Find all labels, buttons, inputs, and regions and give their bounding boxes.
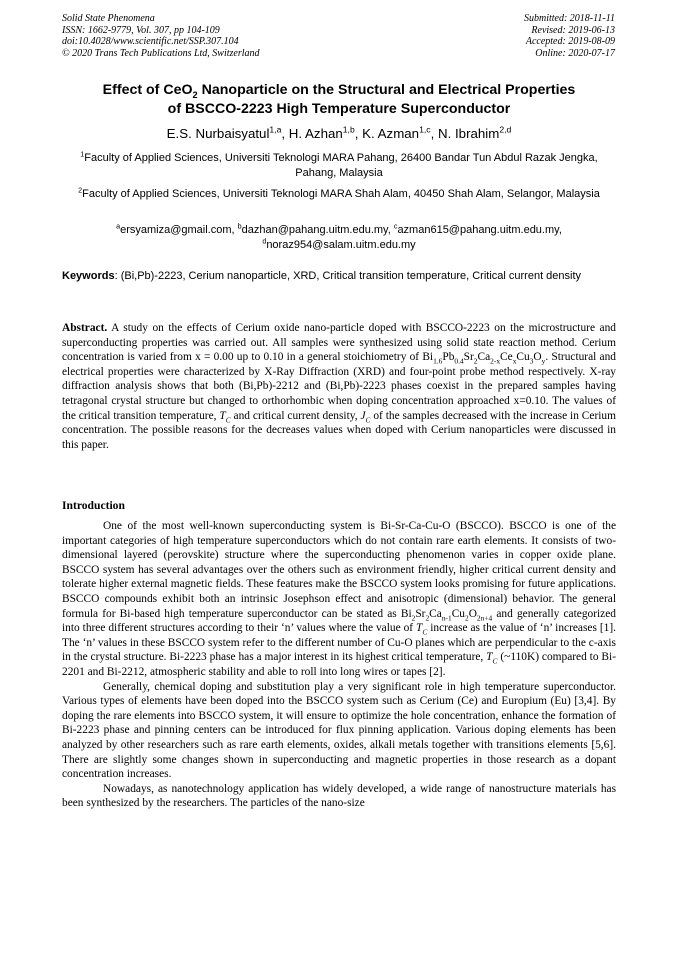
submission-dates — [524, 13, 615, 59]
symbol-jc: J — [360, 409, 366, 422]
formula-part: O — [468, 607, 477, 620]
email-item — [116, 224, 238, 236]
formula-subscript: 2-x — [490, 356, 501, 366]
paragraph-1 — [62, 519, 616, 680]
keywords-text: : (Bi,Pb)-2223, Cerium nanoparticle, XRD, Critical transition temperature, Critical current density — [114, 270, 582, 282]
formula-subscript: y — [541, 356, 546, 366]
paragraph-text: One of the most well-known superconducting system is Bi-Sr-Ca-Cu-O (BSCCO). BSCCO is one of the important categories of high temperature superconductors which do not contain rare earth elements. It consists of two-dimensional layered (perovskite) structure where the superconducting phenomenon varies in copper oxide plane. BSCCO system has several advantages over the others such as environment friendly, higher critical current density and tolerate higher external magnetic fields. These features make the BSCCO system looks promising for future applications. BSCCO compounds exhibit both an intrinsic Josephson effect and anisotropic (dimensional) behavior. The general formula for Bi-based high temperature superconductor can be stated as Bi — [62, 520, 616, 620]
symbol-subscript: C — [225, 414, 231, 424]
formula-subscript: 2 — [464, 612, 469, 622]
author-emails — [62, 223, 616, 252]
formula-part: Pb — [442, 351, 455, 364]
paragraph-2: Generally, chemical doping and substitution play a very significant role in high temperature superconductor. Various types of elements have been doped into the BSCCO system such as Cerium (Ce) and Europium (Eu) [3,4]. By doping the rare elements into BSCCO system, it will ensure to optimize the hole concentration, enhance the formation of Bi-2223 phase and pinning centers can be introduced for flux pinning application. Various doping elements has been analyzed by other researchers such as rare earth elements, oxides, alkali metals together with transitions elements [5,6]. There are slightly some changes shown in superconducting and magnetic properties in those research as a dopant concentration increases. — [62, 680, 616, 781]
journal-issn: ISSN: 1662-9779, Vol. 307, pp 104-109 — [62, 24, 220, 36]
paragraph-text: (~110K) compared to Bi-2201 and Bi-2212, atmospheric stability and able to roll into long wires or tapes [2]. — [62, 651, 616, 678]
paper-title — [40, 81, 638, 118]
formula-part: Cu — [516, 351, 530, 364]
author-name: K. Azman — [362, 126, 420, 141]
title-part: Effect of CeO — [102, 82, 193, 98]
formula-part: Sr — [415, 607, 426, 620]
abstract-text: . Structural and electrical properties were characterized by X-Ray Diffraction (XRD) and four-point probe method respectively. X-ray diffraction analysis shows that both (Bi,Pb)-2212 and (Bi,Pb)-2223 phases coexist in the prepared samples having tetragonal crystal structure but changed to orthorhombic when doping concentration approached x=0.10. The values of the critical transition temperature, — [62, 351, 616, 422]
formula-subscript: 2 — [473, 356, 478, 366]
author-name: H. Azhan — [288, 126, 343, 141]
email-link[interactable]: noraz954@salam.uitm.edu.my — [266, 238, 416, 251]
paragraph-text: increase as the value of ‘n’ increases [1]. The ‘n’ values in these BSCCO system refer to the different number of Cu-O planes which are perpendicular to the c-axis in the crystal structure. Bi-2223 phase has a major interest in its highest critical temperature, — [62, 622, 616, 664]
journal-info — [62, 13, 260, 59]
journal-name: Solid State Phenomena — [62, 13, 155, 24]
author-affiliation-mark: 1,a — [269, 124, 282, 135]
symbol-tc: T — [486, 651, 493, 664]
symbol-tc: T — [416, 622, 423, 635]
date-submitted: Submitted: 2018-11-11 — [523, 13, 615, 24]
author-affiliation-mark: 1,c — [419, 124, 431, 135]
affiliation-mark: 1 — [80, 150, 85, 159]
email-item — [262, 236, 416, 251]
formula-part: Cu — [451, 607, 465, 620]
affiliation-text: Faculty of Applied Sciences, Universiti Teknologi MARA Shah Alam, 40450 Shah Alam, Selangor, Malaysia — [82, 188, 600, 200]
title-line-1 — [40, 81, 638, 100]
date-accepted: Accepted: 2019-08-09 — [525, 36, 615, 47]
author-affiliation-mark: 2,d — [499, 124, 512, 135]
author-separator: , — [430, 126, 438, 141]
formula-subscript: 2 — [425, 612, 430, 622]
formula-subscript: 1.6 — [433, 356, 443, 366]
email-separator: , — [231, 224, 238, 236]
symbol-subscript: C — [422, 627, 428, 637]
email-separator: , — [387, 224, 394, 236]
symbol-subscript: C — [492, 656, 498, 666]
author-list — [40, 125, 638, 142]
author — [362, 126, 438, 141]
title-line-2: of BSCCO-2223 High Temperature Superconductor — [167, 100, 511, 117]
email-item — [394, 224, 562, 236]
formula-subscript: 3 — [529, 356, 534, 366]
date-revised: Revised: 2019-06-13 — [531, 24, 615, 36]
abstract-section — [62, 321, 616, 452]
abstract-text: and critical current density, — [230, 409, 361, 422]
introduction-heading: Introduction — [62, 499, 125, 512]
email-mark: a — [116, 222, 121, 231]
email-mark: d — [262, 236, 267, 245]
email-mark: b — [237, 222, 242, 231]
symbol-tc: T — [219, 409, 226, 422]
formula-subscript: x — [512, 356, 517, 366]
author-separator: , — [281, 126, 289, 141]
author-name: N. Ibrahim — [437, 126, 500, 141]
author — [289, 126, 362, 141]
abstract-text: of the samples decreased with the increase in Cerium concentration. The possible reasons for the decreases values when doped with Cerium nanoparticles were discussed in this paper. — [62, 409, 616, 451]
date-online: Online: 2020-07-17 — [535, 47, 615, 59]
email-link[interactable]: azman615@pahang.uitm.edu.my — [397, 224, 559, 236]
keywords-label: Keywords — [62, 270, 115, 282]
author-affiliation-mark: 1,b — [342, 124, 355, 135]
journal-doi[interactable]: doi:10.4028/www.scientific.net/SSP.307.104 — [62, 36, 239, 47]
paragraph-3: Nowadays, as nanotechnology application has widely developed, a wide range of nanostructure materials has been synthesized by the researchers. The particles of the nano-size — [62, 782, 616, 810]
affiliation-mark: 2 — [78, 186, 83, 195]
formula-part: Sr — [463, 351, 474, 364]
email-link[interactable]: ersyamiza@gmail.com — [120, 224, 232, 236]
email-link[interactable]: dazhan@pahang.uitm.edu.my — [241, 224, 388, 236]
formula-part: Ce — [500, 351, 513, 364]
title-part: Nanoparticle on the Structural and Electrical Properties — [197, 82, 576, 98]
author-name: E.S. Nurbaisyatul — [166, 126, 270, 141]
author-separator: , — [354, 126, 363, 141]
formula-subscript: 2n+4 — [476, 612, 493, 622]
abstract-label: Abstract. — [62, 322, 108, 334]
affiliation-1 — [62, 151, 616, 180]
author — [438, 126, 511, 141]
formula-part: Ca — [429, 607, 442, 620]
title-subscript: 2 — [192, 89, 198, 100]
abstract-text: A study on the effects of Cerium oxide nano-particle doped with BSCCO-2223 on the microstructure and superconducting properties was carried out. All samples were synthesized using solid state reaction method. Cerium concentration is varied from x = 0.00 up to 0.10 in a general stoichiometry of Bi — [62, 322, 616, 364]
introduction-body — [62, 519, 616, 811]
formula-part: Ca — [477, 351, 491, 364]
paragraph-text: and generally categorized into three different structures according to their ‘n’ values where the value of — [62, 607, 616, 635]
formula-subscript: n-1 — [441, 612, 452, 622]
affiliation-2 — [62, 187, 616, 202]
email-separator: , — [558, 224, 562, 236]
journal-copyright: © 2020 Trans Tech Publications Ltd, Switzerland — [62, 47, 260, 59]
formula-subscript: 2 — [411, 612, 416, 622]
formula-subscript: 0.4 — [454, 356, 464, 366]
email-mark: c — [393, 222, 398, 231]
symbol-subscript: C — [365, 414, 371, 424]
affiliation-text: Faculty of Applied Sciences, Universiti Teknologi MARA Pahang, 26400 Bandar Tun Abdul Razak Jengka, Pahang, Malaysia — [84, 152, 598, 179]
keywords-section — [62, 269, 616, 284]
formula-part: O — [533, 351, 542, 364]
email-item — [238, 224, 394, 236]
author — [167, 126, 289, 141]
